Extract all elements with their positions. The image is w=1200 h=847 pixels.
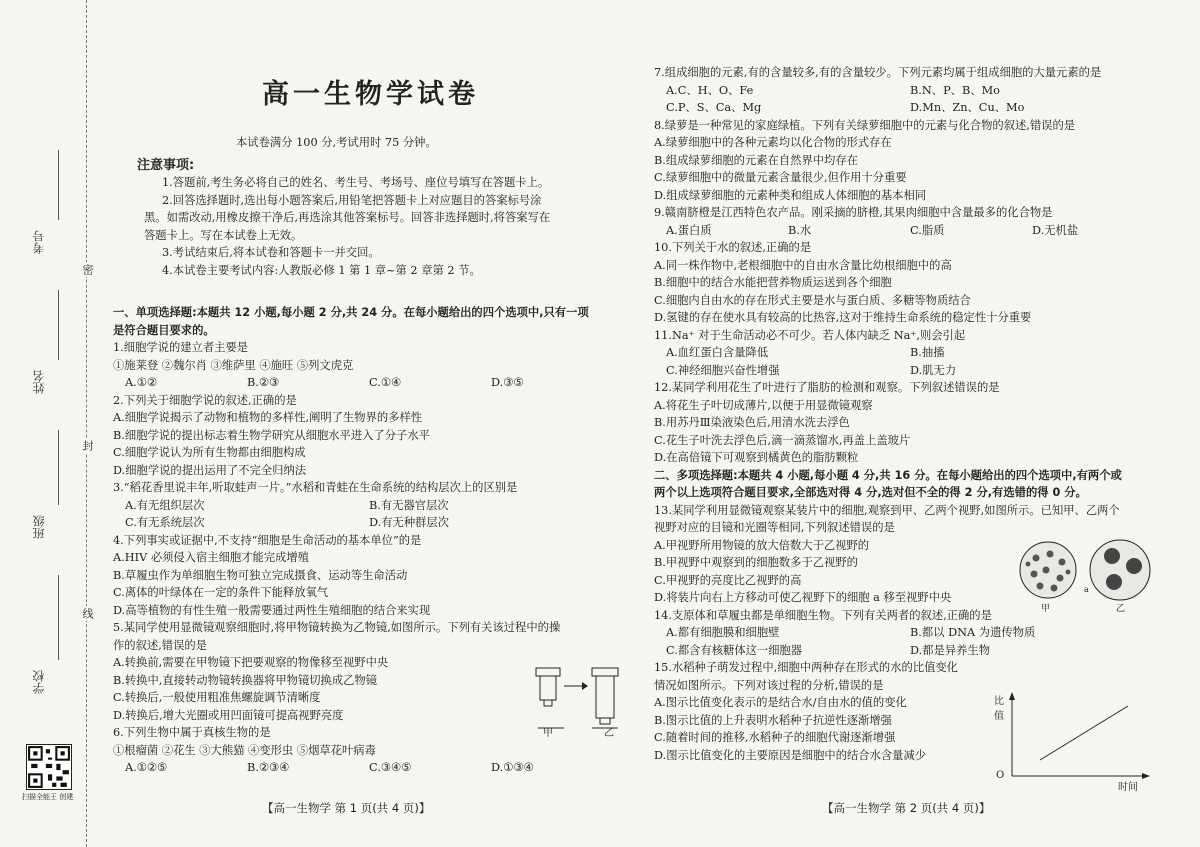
question-line: D.组成绿萝细胞的元素种类和组成人体细胞的基本相同 xyxy=(654,188,927,202)
question-line: C.绿萝细胞中的微量元素含量很少,但作用十分重要 xyxy=(654,171,907,184)
question-line: B.用苏丹Ⅲ染液染色后,用清水洗去浮色 xyxy=(654,416,850,429)
option-item: D.肌无力 xyxy=(910,363,957,377)
question-line: 作的叙述,错误的是 xyxy=(113,638,207,652)
question-line: B.细胞中的结合水能把营养物质运送到各个细胞 xyxy=(654,276,892,289)
option-item: C.脂质 xyxy=(910,223,945,237)
question-line: C.离体的叶绿体在一定的条件下能释放氧气 xyxy=(113,586,329,599)
question-line: D.转换后,增大光圈或用凹面镜可提高视野亮度 xyxy=(113,708,344,722)
option-item: C.有无系统层次 xyxy=(125,516,205,529)
section-heading: 是符合题目要求的。 xyxy=(113,323,215,337)
seal-mark-2: 封 xyxy=(81,440,94,451)
notice-item: 4.本试卷主要考试内容:人教版必修 1 第 1 章~第 2 章第 2 节。 xyxy=(162,263,481,277)
option-item: C.都含有核糖体这一细胞器 xyxy=(666,643,803,657)
question-line: C.细胞内自由水的存在形式主要是水与蛋白质、多糖等物质结合 xyxy=(654,293,971,307)
question-line: 12.某同学利用花生了叶进行了脂肪的检测和观察。下列叙述错误的是 xyxy=(654,381,1000,394)
class-line xyxy=(58,430,59,505)
label-class: 班级 xyxy=(32,515,46,539)
label-exam-number: 考号 xyxy=(32,230,46,254)
question-line: A.甲视野所用物镜的放大倍数大于乙视野的 xyxy=(654,538,870,552)
option-item: B.②③④ xyxy=(247,761,290,774)
question-line: A.绿萝细胞中的各种元素均以化合物的形式存在 xyxy=(654,136,892,149)
question-line: 2.下列关于细胞学说的叙述,正确的是 xyxy=(113,393,297,407)
microscope-fields-figure xyxy=(1016,534,1156,610)
field-label-b: 乙 xyxy=(1116,604,1126,614)
option-row xyxy=(113,514,613,532)
question-line: 情况如图所示。下列对该过程的分析,错误的是 xyxy=(654,678,884,692)
option-item: A.蛋白质 xyxy=(666,223,712,237)
footer-right: 【高一生物学 第 2 页(共 4 页)】 xyxy=(822,801,991,815)
question-line: 10.下列关于水的叙述,正确的是 xyxy=(654,241,812,254)
option-item: C.①④ xyxy=(369,376,402,389)
exam-intro: 本试卷满分 100 分,考试用时 75 分钟。 xyxy=(236,136,437,149)
option-item: A.有无组织层次 xyxy=(125,498,205,512)
option-item: D.①③④ xyxy=(491,761,534,774)
seal-mark-1: 密 xyxy=(81,264,94,275)
question-line: 15.水稻种子萌发过程中,细胞中两种存在形式的水的比值变化 xyxy=(654,661,958,674)
graph-origin: O xyxy=(996,770,1005,781)
option-row xyxy=(654,222,1154,240)
objective-label-b: 乙 xyxy=(604,728,614,739)
option-item: D.无机盐 xyxy=(1032,223,1079,237)
cell-label-a: a xyxy=(1084,585,1089,594)
option-item: B.水 xyxy=(788,223,812,237)
qr-code-icon xyxy=(26,744,72,790)
question-line: A.细胞学说揭示了动物和植物的多样性,阐明了生物界的多样性 xyxy=(113,411,423,424)
option-row xyxy=(654,344,1154,362)
option-row xyxy=(654,82,1154,100)
right-question-column xyxy=(654,64,1154,764)
ratio-time-graph xyxy=(1002,690,1152,782)
question-line: B.转换中,直接转动物镜转换器将甲物镜切换成乙物镜 xyxy=(113,673,378,687)
question-line: 视野对应的目镜和光圈等相同,下列叙述错误的是 xyxy=(654,521,895,534)
option-item: A.①②⑤ xyxy=(125,761,168,774)
option-row xyxy=(113,374,613,392)
question-line: 5.某同学使用显微镜观察细胞时,将甲物镜转换为乙物镜,如图所示。下列有关该过程中的操 xyxy=(113,621,561,634)
option-item: A.C、H、O、Fe xyxy=(666,83,754,97)
notice-title: 注意事项: xyxy=(137,158,195,173)
objective-label-a: 甲 xyxy=(543,728,553,739)
question-line: C.转换后,一般使用粗准焦螺旋调节清晰度 xyxy=(113,691,321,704)
option-item: A.都有细胞膜和细胞壁 xyxy=(666,626,780,639)
section-heading: 两个以上选项符合题目要求,全部选对得 4 分,选对但不全的得 2 分,有选错的得 0 分。 xyxy=(654,486,1087,499)
option-item: C.P、S、Ca、Mg xyxy=(666,101,762,114)
section-heading: 二、多项选择题:本题共 4 小题,每小题 4 分,共 16 分。在每小题给出的四个选项中,有两个或 xyxy=(654,468,1122,482)
question-line: A.转换前,需要在甲物镜下把要观察的物像移至视野中央 xyxy=(113,656,389,669)
option-item: B.N、P、B、Mo xyxy=(910,83,1000,97)
notice-item: 答题卡上。写在本试卷上无效。 xyxy=(144,228,303,242)
notice-item: 黑。如需改动,用橡皮擦干净后,再选涂其他答案标号。回答非选择题时,将答案写在 xyxy=(144,211,551,224)
name-line xyxy=(58,290,59,360)
question-line: B.细胞学说的提出标志着生物学研究从细胞水平进入了分子水平 xyxy=(113,428,430,442)
notice-item: 1.答题前,考生务必将自己的姓名、考生号、考场号、座位号填写在答题卡上。 xyxy=(162,176,550,189)
option-item: C.神经细胞兴奋性增强 xyxy=(666,363,780,377)
question-line: C.甲视野的亮度比乙视野的高 xyxy=(654,573,802,587)
notice-item: 3.考试结束后,将本试卷和答题卡一并交回。 xyxy=(162,246,380,259)
field-label-a: 甲 xyxy=(1041,604,1051,614)
option-item: B.②③ xyxy=(247,376,280,389)
seal-mark-3: 线 xyxy=(81,608,94,619)
question-line: ①根瘤菌 ②花生 ③大熊猫 ④变形虫 ⑤烟草花叶病毒 xyxy=(113,743,376,757)
question-line: B.组成绿萝细胞的元素在自然界中均存在 xyxy=(654,153,858,167)
question-line: D.高等植物的有性生殖一般需要通过两性生殖细胞的结合来实现 xyxy=(113,603,431,617)
option-row xyxy=(654,642,1154,660)
question-line: 7.组成细胞的元素,有的含量较多,有的含量较少。下列元素均属于组成细胞的大量元素的是 xyxy=(654,66,1102,79)
question-line: 4.下列事实或证据中,不支持“细胞是生命活动的基本单位”的是 xyxy=(113,533,422,547)
notice-item: 2.回答选择题时,选出每小题答案后,用铅笔把答题卡上对应题目的答案标号涂 xyxy=(162,193,542,207)
question-line: 9.赣南脐橙是江西特色农产品。刚采摘的脐橙,其果肉细胞中含量最多的化合物是 xyxy=(654,206,1053,219)
binding-margin xyxy=(0,0,100,847)
page-title: 高一生物学试卷 xyxy=(262,79,479,110)
notice-list xyxy=(144,174,614,279)
question-line: 13.某同学利用显微镜观察某装片中的细胞,观察到甲、乙两个视野,如图所示。已知甲、乙两个 xyxy=(654,503,1120,517)
question-line: C.细胞学说认为所有生物都由细胞构成 xyxy=(113,446,306,459)
option-row xyxy=(654,624,1154,642)
question-line: ①施莱登 ②魏尔肖 ③维萨里 ④施旺 ⑤列文虎克 xyxy=(113,358,354,372)
option-item: D.③⑤ xyxy=(491,376,524,389)
question-line: 3.“稻花香里说丰年,听取蛙声一片。”水稻和青蛙在生命系统的结构层次上的区别是 xyxy=(113,481,518,494)
question-line: D.氢键的存在使水具有较高的比热容,这对于维持生命系统的稳定性十分重要 xyxy=(654,311,1032,324)
question-line: 1.细胞学说的建立者主要是 xyxy=(113,341,249,354)
question-line: C.花生子叶洗去浮色后,滴一滴蒸馏水,再盖上盖玻片 xyxy=(654,433,911,447)
option-item: B.都以 DNA 为遗传物质 xyxy=(910,626,1036,639)
option-item: B.抽搐 xyxy=(910,346,945,359)
section-heading: 一、单项选择题:本题共 12 小题,每小题 2 分,共 24 分。在每小题给出的四个选项中,只有一项 xyxy=(113,306,589,319)
option-item: C.③④⑤ xyxy=(369,761,412,774)
question-line: B.图示比值的上升表明水稻种子抗逆性逐渐增强 xyxy=(654,713,892,727)
question-line: A.同一株作物中,老根细胞中的自由水含量比幼根细胞中的高 xyxy=(654,258,952,272)
seal-line xyxy=(86,0,87,847)
option-item: D.Mn、Zn、Cu、Mo xyxy=(910,101,1025,114)
label-school: 学校 xyxy=(32,670,46,694)
question-line: B.草履虫作为单细胞生物可独立完成摄食、运动等生命活动 xyxy=(113,568,408,582)
graph-xlabel: 时间 xyxy=(1118,782,1138,793)
label-name: 姓名 xyxy=(32,370,46,394)
option-item: A.血红蛋白含量降低 xyxy=(666,346,769,359)
question-line: C.随着时间的推移,水稻种子的细胞代谢逐渐增强 xyxy=(654,731,896,744)
option-row xyxy=(654,99,1154,117)
option-item: D.有无种群层次 xyxy=(369,516,450,529)
question-line: 11.Na⁺ 对于生命活动必不可少。若人体内缺乏 Na⁺,则会引起 xyxy=(654,328,966,342)
question-line: 14.支原体和草履虫都是单细胞生物。下列有关两者的叙述,正确的是 xyxy=(654,608,992,622)
school-line xyxy=(58,575,59,660)
option-row xyxy=(113,759,613,777)
question-line: A.将花生子叶切成薄片,以便于用显微镜观察 xyxy=(654,398,873,412)
qr-caption: 扫描全能王 创建 xyxy=(22,793,74,801)
graph-ylabel: 比值 xyxy=(994,696,1004,722)
question-line: 6.下列生物中属于真核生物的是 xyxy=(113,726,271,739)
option-item: D.都是异养生物 xyxy=(910,643,991,657)
question-line: 8.绿萝是一种常见的家庭绿植。下列有关绿萝细胞中的元素与化合物的叙述,错误的是 xyxy=(654,118,1076,132)
question-line: B.甲视野中观察到的细胞数多于乙视野的 xyxy=(654,556,858,569)
question-line: D.细胞学说的提出运用了不完全归纳法 xyxy=(113,463,306,477)
question-line: D.将装片向右上方移动可使乙视野下的细胞 a 移至视野中央 xyxy=(654,591,952,604)
option-row xyxy=(113,497,613,515)
exam-number-line xyxy=(58,150,59,220)
question-line: A.图示比值变化表示的是结合水/自由水的值的变化 xyxy=(654,696,907,709)
question-line: D.在高倍镜下可观察到橘黄色的脂肪颗粒 xyxy=(654,451,859,464)
option-item: A.①② xyxy=(125,376,158,389)
question-line: A.HIV 必须侵入宿主细胞才能完成增殖 xyxy=(113,551,309,564)
footer-left: 【高一生物学 第 1 页(共 4 页)】 xyxy=(262,801,431,815)
option-row xyxy=(654,362,1154,380)
question-line: D.图示比值变化的主要原因是细胞中的结合水含量减少 xyxy=(654,748,927,762)
option-item: B.有无器官层次 xyxy=(369,498,449,512)
